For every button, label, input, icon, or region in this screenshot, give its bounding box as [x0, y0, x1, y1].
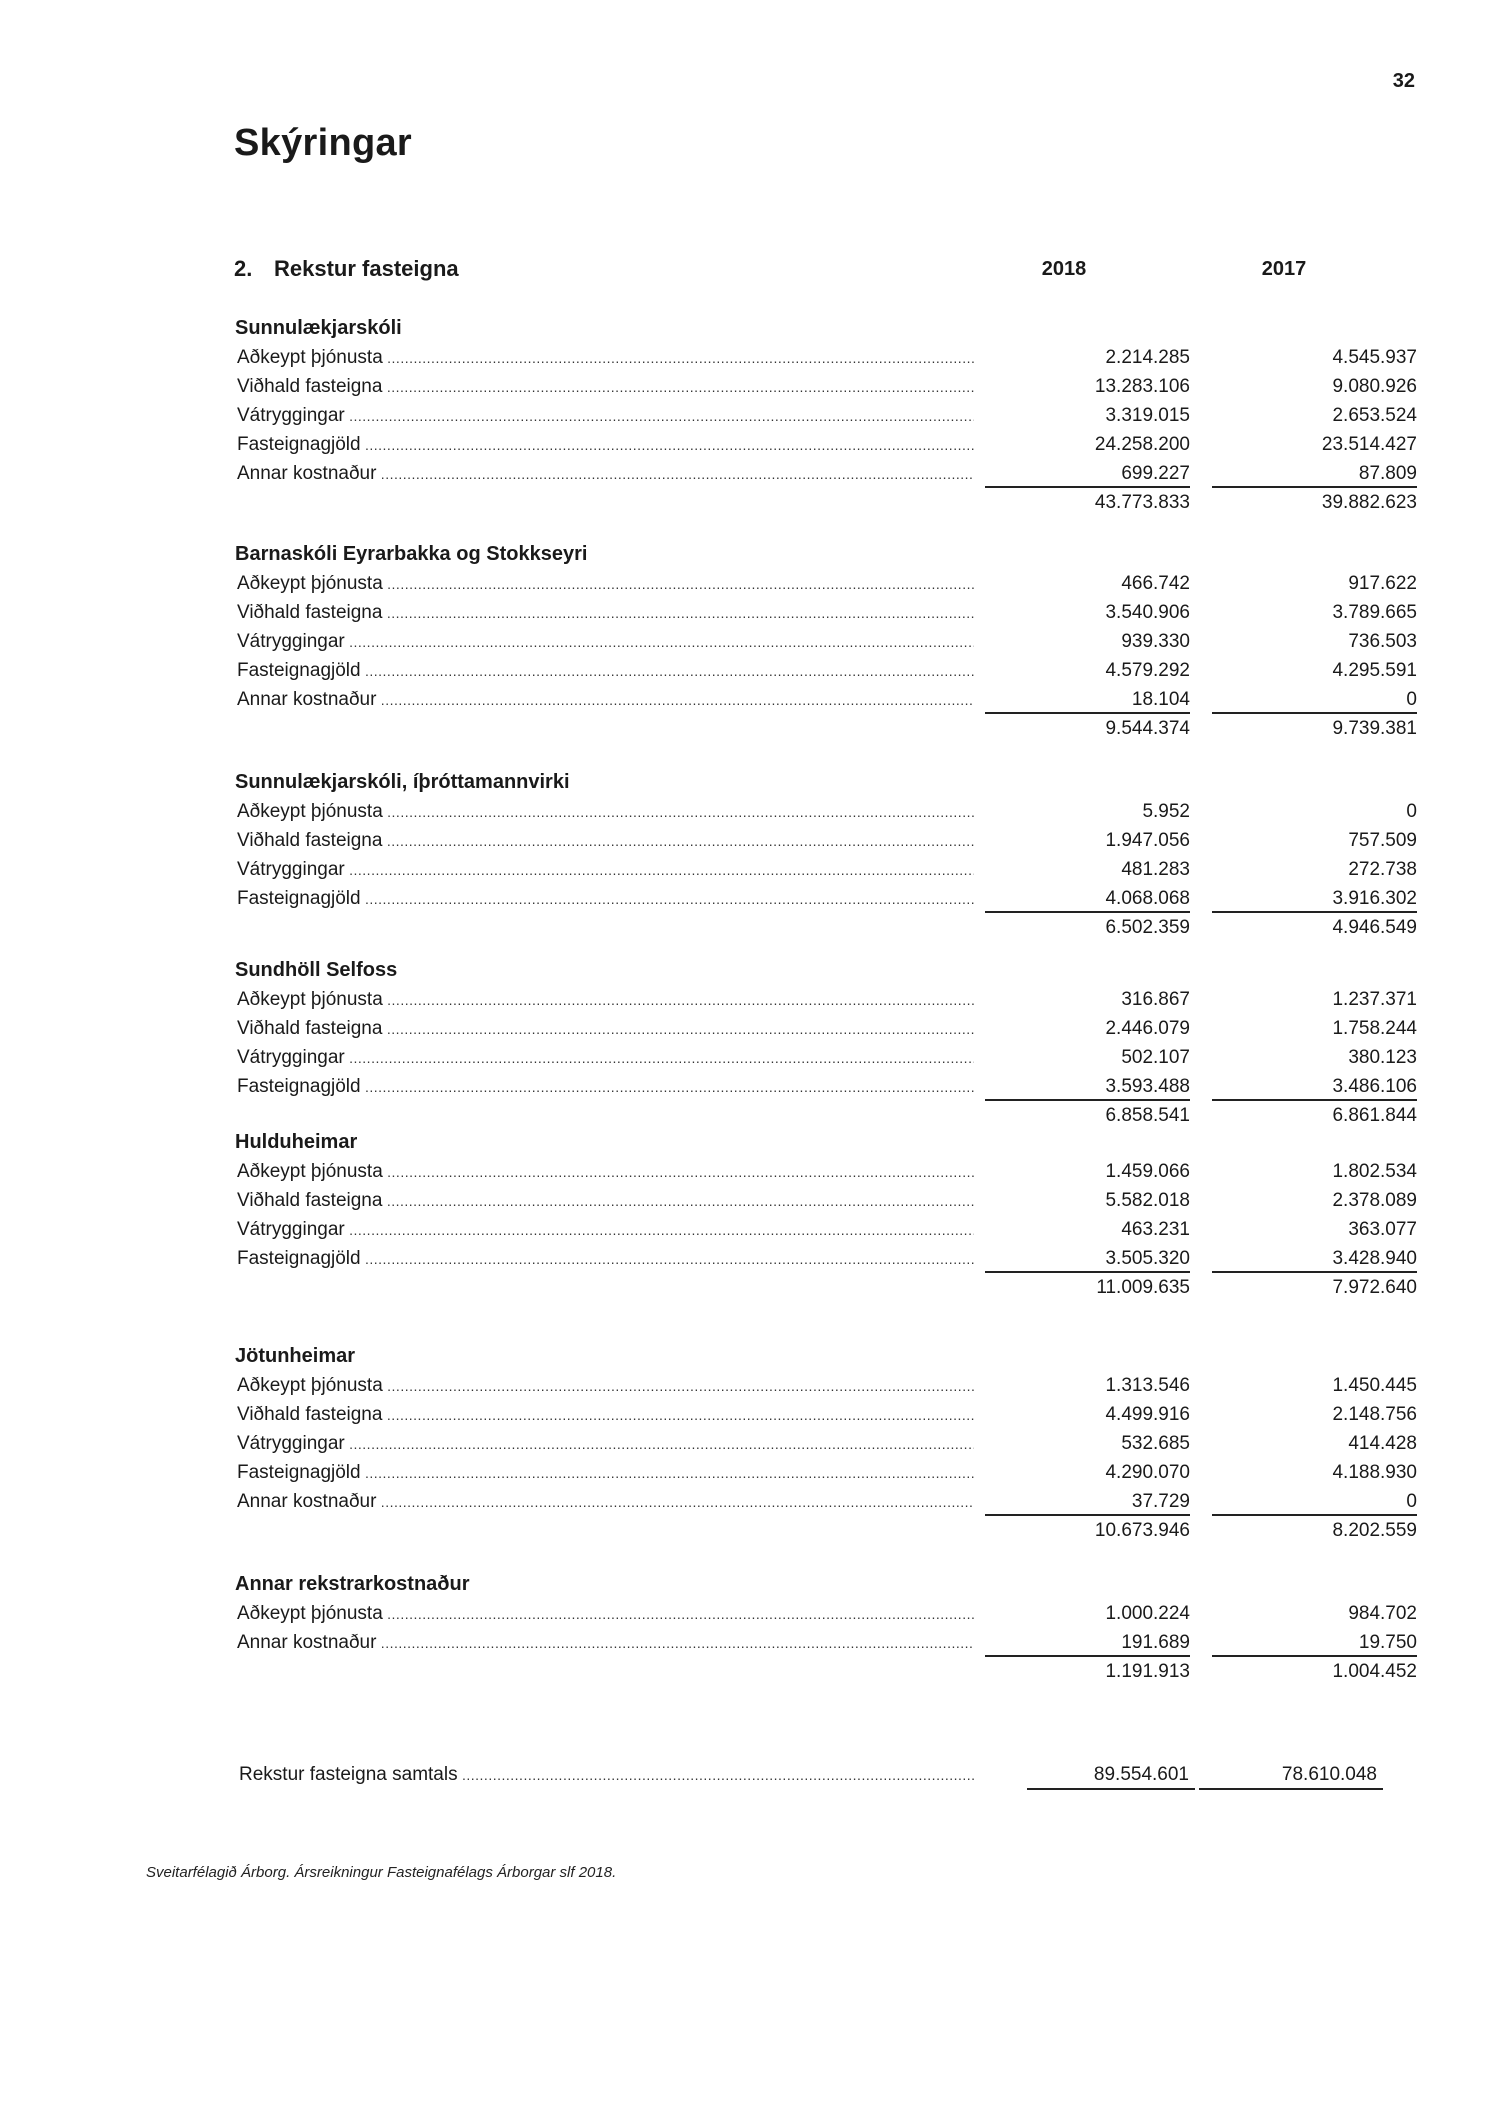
- row-label: Vátryggingar .....: [237, 627, 974, 657]
- section-total-2018: 43.773.833: [1094, 492, 1190, 513]
- value-2018: 532.685: [1121, 1433, 1190, 1454]
- value-2017: 380.123: [1348, 1047, 1417, 1068]
- note-header: [234, 256, 1334, 286]
- note-section: [235, 1570, 1417, 1686]
- row-label: Fasteignagjöld .....: [237, 430, 974, 460]
- value-2018: 3.540.906: [1105, 602, 1190, 623]
- table-row: [235, 401, 1417, 430]
- value-2018: 502.107: [1121, 1047, 1190, 1068]
- section-total-2017: 7.972.640: [1332, 1277, 1417, 1298]
- note-section: [235, 1128, 1417, 1302]
- value-2018: 24.258.200: [1094, 434, 1190, 455]
- value-2017: 4.295.591: [1332, 660, 1417, 681]
- table-row: [235, 826, 1417, 855]
- value-2017: 3.486.106: [1212, 1072, 1417, 1101]
- table-row: [235, 656, 1417, 685]
- table-row: [235, 1458, 1417, 1487]
- table-row: [235, 1157, 1417, 1186]
- value-2017: 4.545.937: [1332, 347, 1417, 368]
- note-title: Rekstur fasteigna: [274, 256, 459, 281]
- section-title: Barnaskóli Eyrarbakka og Stokkseyri: [235, 543, 588, 565]
- value-2017: 1.237.371: [1332, 989, 1417, 1010]
- section-total-2018: 1.191.913: [1105, 1661, 1190, 1682]
- section-total-row: [235, 714, 1417, 743]
- value-2017: 0: [1212, 685, 1417, 714]
- row-label: Viðhald fasteigna .....: [237, 826, 974, 856]
- value-2018: 4.499.916: [1105, 1404, 1190, 1425]
- value-2018: 2.214.285: [1105, 347, 1190, 368]
- note-section: [235, 768, 1417, 942]
- note-number: 2.: [234, 256, 253, 281]
- row-label: Aðkeypt þjónusta .....: [237, 797, 974, 827]
- table-row: [235, 1244, 1417, 1273]
- section-total-2017: 4.946.549: [1332, 917, 1417, 938]
- value-2017: 757.509: [1348, 830, 1417, 851]
- table-row: [235, 1599, 1417, 1628]
- value-2018: 13.283.106: [1094, 376, 1190, 397]
- row-label: Fasteignagjöld .....: [237, 1458, 974, 1488]
- row-label: Annar kostnaður .....: [237, 459, 974, 489]
- row-label: Fasteignagjöld .....: [237, 1244, 974, 1274]
- row-label: Vátryggingar .....: [237, 1043, 974, 1073]
- value-2018: 1.459.066: [1105, 1161, 1190, 1182]
- section-total-2017: 1.004.452: [1332, 1661, 1417, 1682]
- value-2017: 87.809: [1212, 459, 1417, 488]
- value-2017: 0: [1406, 801, 1417, 822]
- table-row: [235, 1043, 1417, 1072]
- note-section: [235, 314, 1417, 517]
- table-row: [235, 1215, 1417, 1244]
- value-2017: 3.916.302: [1212, 884, 1417, 913]
- row-label: Vátryggingar .....: [237, 855, 974, 885]
- section-total-row: [235, 913, 1417, 942]
- year-header-2018: 2018: [1041, 258, 1087, 280]
- row-label: Vátryggingar .....: [237, 1429, 974, 1459]
- table-row: [235, 1429, 1417, 1458]
- row-label: Aðkeypt þjónusta .....: [237, 1371, 974, 1401]
- table-row: [235, 797, 1417, 826]
- table-row: [235, 1072, 1417, 1101]
- value-2017: 736.503: [1348, 631, 1417, 652]
- table-row: [235, 855, 1417, 884]
- table-row: [235, 1628, 1417, 1657]
- value-2018: 1.947.056: [1105, 830, 1190, 851]
- section-total-row: [235, 488, 1417, 517]
- value-2017: 414.428: [1348, 1433, 1417, 1454]
- table-row: [235, 430, 1417, 459]
- value-2017: 2.378.089: [1332, 1190, 1417, 1211]
- value-2017: 2.148.756: [1332, 1404, 1417, 1425]
- value-2018: 191.689: [985, 1628, 1190, 1657]
- table-row: [235, 1014, 1417, 1043]
- value-2018: 3.319.015: [1105, 405, 1190, 426]
- row-label: Viðhald fasteigna .....: [237, 1400, 974, 1430]
- section-total-row: [235, 1516, 1417, 1545]
- value-2018: 466.742: [1121, 573, 1190, 594]
- note-section: [235, 1342, 1417, 1545]
- row-label: Aðkeypt þjónusta .....: [237, 1157, 974, 1187]
- table-row: [235, 884, 1417, 913]
- row-label: Annar kostnaður .....: [237, 685, 974, 715]
- row-label: Annar kostnaður .....: [237, 1628, 974, 1658]
- row-label: Fasteignagjöld .....: [237, 656, 974, 686]
- row-label: Viðhald fasteigna .....: [237, 1186, 974, 1216]
- row-label: Viðhald fasteigna .....: [237, 372, 974, 402]
- value-2018: 37.729: [985, 1487, 1190, 1516]
- table-row: [235, 372, 1417, 401]
- page-title: Skýringar: [234, 122, 413, 164]
- table-row: [235, 1487, 1417, 1516]
- grand-total-2018: 89.554.601: [1027, 1760, 1195, 1790]
- value-2018: 3.505.320: [985, 1244, 1190, 1273]
- section-title: Annar rekstrarkostnaður: [235, 1573, 470, 1595]
- table-row: [235, 1371, 1417, 1400]
- value-2018: 939.330: [1121, 631, 1190, 652]
- table-row: [235, 343, 1417, 372]
- section-title: Sundhöll Selfoss: [235, 959, 398, 981]
- row-label: Aðkeypt þjónusta .....: [237, 1599, 974, 1629]
- table-row: [235, 985, 1417, 1014]
- row-label: Fasteignagjöld .....: [237, 1072, 974, 1102]
- value-2017: 1.758.244: [1332, 1018, 1417, 1039]
- value-2018: 1.313.546: [1105, 1375, 1190, 1396]
- note-section: [235, 956, 1417, 1130]
- section-total-2018: 11.009.635: [1096, 1277, 1190, 1298]
- row-label: Viðhald fasteigna .....: [237, 598, 974, 628]
- value-2017: 272.738: [1348, 859, 1417, 880]
- value-2018: 4.068.068: [985, 884, 1190, 913]
- row-label: Annar kostnaður .....: [237, 1487, 974, 1517]
- section-title: Sunnulækjarskóli: [235, 317, 402, 339]
- section-total-2017: 6.861.844: [1332, 1105, 1417, 1126]
- section-total-2017: 9.739.381: [1332, 718, 1417, 739]
- table-row: [235, 459, 1417, 488]
- value-2018: 463.231: [1121, 1219, 1190, 1240]
- value-2018: 3.593.488: [985, 1072, 1190, 1101]
- value-2018: 18.104: [985, 685, 1190, 714]
- row-label: Vátryggingar .....: [237, 1215, 974, 1245]
- grand-total-2017: 78.610.048: [1199, 1760, 1383, 1790]
- page-footer: Sveitarfélagið Árborg. Ársreikningur Fasteignafélags Árborgar slf 2018.: [146, 1864, 617, 1881]
- row-label: Fasteignagjöld .....: [237, 884, 974, 914]
- table-row: [235, 598, 1417, 627]
- section-total-2018: 6.502.359: [1105, 917, 1190, 938]
- value-2018: 2.446.079: [1105, 1018, 1190, 1039]
- value-2017: 23.514.427: [1321, 434, 1417, 455]
- section-title: Sunnulækjarskóli, íþróttamannvirki: [235, 771, 570, 793]
- value-2017: 0: [1212, 1487, 1417, 1516]
- note-section: [235, 540, 1417, 743]
- section-total-2018: 10.673.946: [1094, 1520, 1190, 1541]
- value-2017: 3.789.665: [1332, 602, 1417, 623]
- value-2017: 19.750: [1212, 1628, 1417, 1657]
- value-2018: 699.227: [985, 459, 1190, 488]
- table-row: [235, 1400, 1417, 1429]
- section-total-2018: 9.544.374: [1105, 718, 1190, 739]
- value-2018: 4.579.292: [1105, 660, 1190, 681]
- section-title: Hulduheimar: [235, 1131, 358, 1153]
- section-total-2017: 8.202.559: [1332, 1520, 1417, 1541]
- section-total-row: [235, 1657, 1417, 1686]
- section-title: Jötunheimar: [235, 1345, 356, 1367]
- value-2017: 1.802.534: [1332, 1161, 1417, 1182]
- table-row: [235, 685, 1417, 714]
- table-row: [235, 627, 1417, 656]
- value-2017: 1.450.445: [1332, 1375, 1417, 1396]
- section-total-row: [235, 1273, 1417, 1302]
- row-label: Aðkeypt þjónusta .....: [237, 985, 974, 1015]
- row-label: Aðkeypt þjónusta .....: [237, 569, 974, 599]
- row-label: Viðhald fasteigna .....: [237, 1014, 974, 1044]
- value-2017: 9.080.926: [1332, 376, 1417, 397]
- grand-total-label: Rekstur fasteigna samtals .....: [239, 1760, 974, 1790]
- section-total-2017: 39.882.623: [1321, 492, 1417, 513]
- value-2017: 4.188.930: [1332, 1462, 1417, 1483]
- value-2017: 3.428.940: [1212, 1244, 1417, 1273]
- row-label: Aðkeypt þjónusta .....: [237, 343, 974, 373]
- value-2017: 984.702: [1348, 1603, 1417, 1624]
- value-2018: 1.000.224: [1105, 1603, 1190, 1624]
- grand-total-row: [239, 1760, 1377, 1790]
- section-total-row: [235, 1101, 1417, 1130]
- page-number: 32: [1392, 70, 1415, 92]
- value-2018: 481.283: [1121, 859, 1190, 880]
- section-total-2018: 6.858.541: [1105, 1105, 1190, 1126]
- year-header-2017: 2017: [1261, 258, 1307, 280]
- value-2018: 316.867: [1121, 989, 1190, 1010]
- value-2017: 363.077: [1348, 1219, 1417, 1240]
- value-2017: 917.622: [1348, 573, 1417, 594]
- table-row: [235, 569, 1417, 598]
- value-2017: 2.653.524: [1332, 405, 1417, 426]
- table-row: [235, 1186, 1417, 1215]
- row-label: Vátryggingar .....: [237, 401, 974, 431]
- value-2018: 4.290.070: [1105, 1462, 1190, 1483]
- value-2018: 5.582.018: [1105, 1190, 1190, 1211]
- value-2018: 5.952: [1142, 801, 1190, 822]
